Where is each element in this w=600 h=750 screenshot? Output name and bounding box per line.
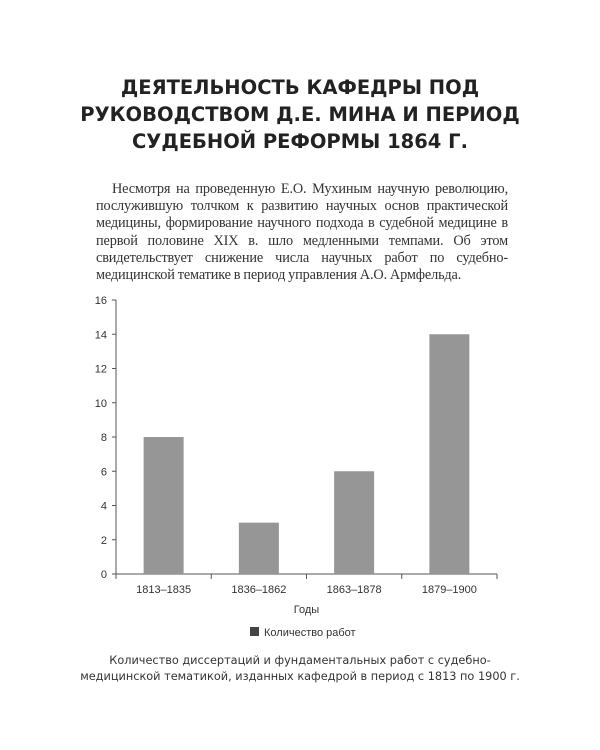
legend-label: Количество работ	[264, 627, 356, 639]
x-axis-label: Годы	[293, 604, 320, 616]
y-tick-label: 0	[100, 569, 107, 581]
heading-line-3: СУДЕБНОЙ РЕФОРМЫ 1864 Г.	[131, 130, 468, 153]
heading-line-1: ДЕЯТЕЛЬНОСТЬ КАФЕДРЫ ПОД	[120, 76, 480, 99]
figure-caption: Количество диссертаций и фундаментальных работ с судебно-медицинской тематикой, изданных кафедрой в период с 1813 по 1900 г.	[80, 654, 520, 683]
y-tick-label: 10	[94, 397, 107, 410]
y-tick-label: 12	[94, 363, 107, 376]
y-tick-label: 14	[94, 329, 107, 342]
bar-1863–1878	[334, 471, 374, 574]
x-tick-label: 1813–1835	[136, 584, 192, 596]
y-tick-label: 6	[100, 466, 107, 479]
y-tick-label: 8	[100, 432, 107, 444]
x-tick-label: 1836–1862	[231, 584, 287, 596]
x-tick-label: 1879–1900	[421, 584, 477, 596]
y-tick-label: 16	[94, 295, 107, 307]
body-paragraph: Несмотря на проведенную Е.О. Мухиным научную революцию, послужившую толчком к развитию научных основ практической медицины, формирование научного подхода в судебной медицине в первой половине XIX в. шло медленными темпами. Об этом свидетельствует снижение числа научных работ по судебно-медицинской тематике в период управления А.О. Армфельда.	[96, 181, 508, 284]
bar-1836–1862	[239, 523, 279, 574]
bar-1813–1835	[144, 437, 184, 574]
heading-line-2: РУКОВОДСТВОМ Д.Е. МИНА И ПЕРИОД	[80, 103, 520, 126]
legend-swatch	[250, 627, 259, 636]
y-tick-label: 2	[100, 534, 107, 547]
bar-1879–1900	[429, 334, 469, 574]
y-tick-label: 4	[100, 500, 107, 513]
x-tick-label: 1863–1878	[326, 584, 382, 596]
